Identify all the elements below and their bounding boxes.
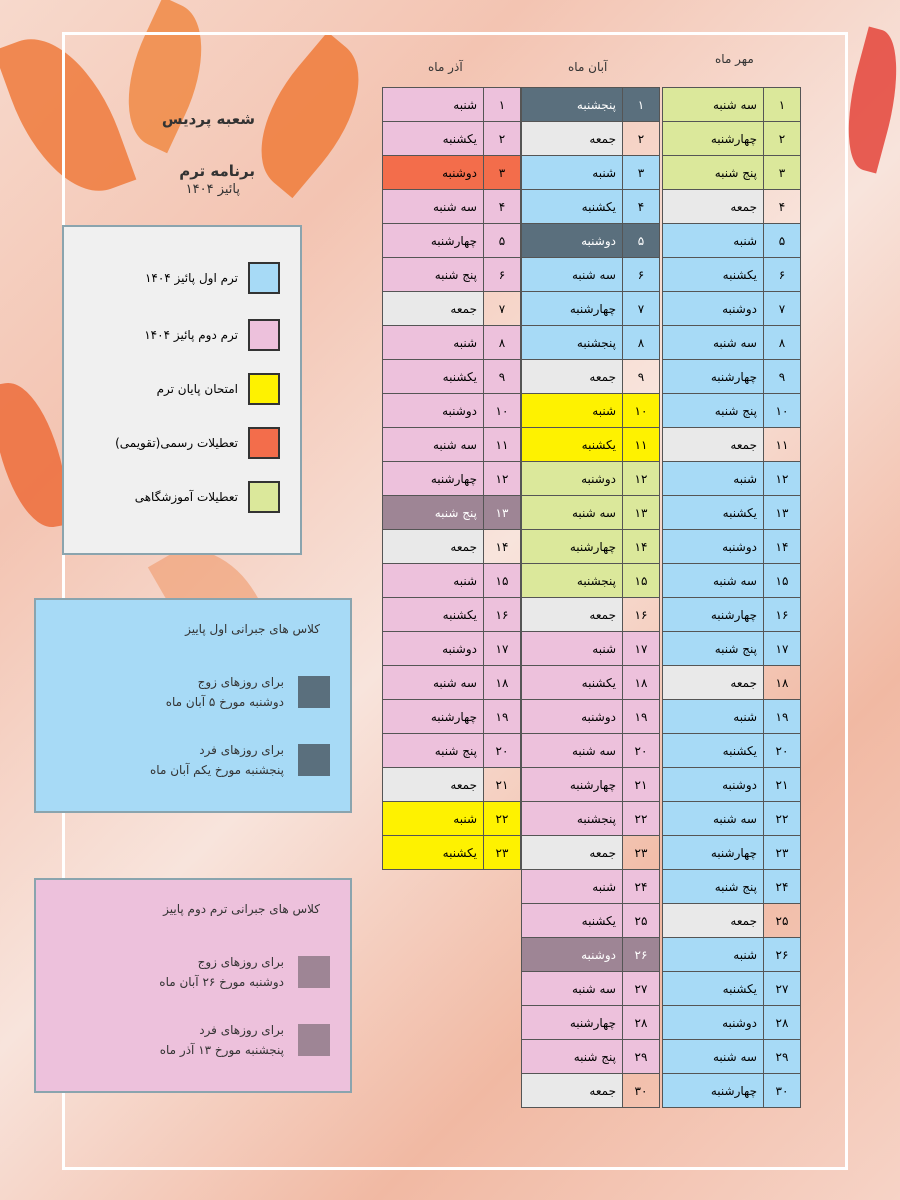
weekday-cell: شنبه bbox=[522, 632, 623, 666]
calendar-row bbox=[663, 428, 801, 462]
day-number: ۲۱ bbox=[484, 768, 521, 802]
day-number: ۹ bbox=[484, 360, 521, 394]
day-number: ۱۸ bbox=[484, 666, 521, 700]
weekday-cell: سه شنبه bbox=[383, 428, 484, 462]
calendar-row bbox=[383, 462, 521, 496]
calendar-row bbox=[522, 700, 660, 734]
day-number: ۵ bbox=[623, 224, 660, 258]
makeup-swatch bbox=[298, 744, 330, 776]
weekday-cell: دوشنبه bbox=[383, 632, 484, 666]
weekday-cell: جمعه bbox=[663, 904, 764, 938]
day-number: ۱۲ bbox=[484, 462, 521, 496]
calendar-row bbox=[522, 972, 660, 1006]
weekday-cell: دوشنبه bbox=[522, 938, 623, 972]
calendar-row bbox=[522, 462, 660, 496]
calendar-row bbox=[383, 700, 521, 734]
day-number: ۱۹ bbox=[484, 700, 521, 734]
day-number: ۳ bbox=[764, 156, 801, 190]
weekday-cell: پنجشنبه bbox=[522, 564, 623, 598]
weekday-cell: چهارشنبه bbox=[383, 700, 484, 734]
calendar-row bbox=[522, 496, 660, 530]
calendar-row bbox=[522, 904, 660, 938]
makeup-title: کلاس های جبرانی اول پاییز bbox=[185, 622, 320, 636]
day-number: ۱۱ bbox=[764, 428, 801, 462]
weekday-cell: پنجشنبه bbox=[522, 88, 623, 122]
weekday-cell: شنبه bbox=[383, 88, 484, 122]
calendar-row bbox=[663, 836, 801, 870]
weekday-cell: سه شنبه bbox=[663, 802, 764, 836]
day-number: ۶ bbox=[764, 258, 801, 292]
calendar-row bbox=[383, 496, 521, 530]
calendar-row bbox=[663, 632, 801, 666]
day-number: ۲۱ bbox=[623, 768, 660, 802]
calendar-row bbox=[383, 258, 521, 292]
day-number: ۱۰ bbox=[484, 394, 521, 428]
day-number: ۲۴ bbox=[623, 870, 660, 904]
weekday-cell: جمعه bbox=[522, 360, 623, 394]
day-number: ۱۸ bbox=[623, 666, 660, 700]
day-number: ۱۳ bbox=[623, 496, 660, 530]
day-number: ۱۷ bbox=[623, 632, 660, 666]
weekday-cell: جمعه bbox=[383, 768, 484, 802]
month-header-mehr: مهر ماه bbox=[715, 52, 754, 66]
weekday-cell: یکشنبه bbox=[522, 904, 623, 938]
calendar-row bbox=[663, 972, 801, 1006]
weekday-cell: پنج شنبه bbox=[383, 496, 484, 530]
day-number: ۱ bbox=[484, 88, 521, 122]
day-number: ۲۹ bbox=[623, 1040, 660, 1074]
calendar-row bbox=[663, 462, 801, 496]
legend-swatch bbox=[248, 427, 280, 459]
calendar-row bbox=[522, 938, 660, 972]
calendar-row bbox=[522, 802, 660, 836]
makeup-entry-odd: برای روزهای فرد پنجشنبه مورخ ۱۳ آذر ماه bbox=[160, 1020, 330, 1060]
month-header-aban: آبان ماه bbox=[568, 60, 608, 74]
day-number: ۱۳ bbox=[764, 496, 801, 530]
day-number: ۱۳ bbox=[484, 496, 521, 530]
makeup-box-first bbox=[34, 598, 352, 813]
calendar-row bbox=[522, 836, 660, 870]
weekday-cell: دوشنبه bbox=[663, 530, 764, 564]
legend-item: تعطیلات رسمی(تقویمی) bbox=[115, 427, 280, 459]
weekday-cell: دوشنبه bbox=[522, 462, 623, 496]
weekday-cell: یکشنبه bbox=[383, 598, 484, 632]
calendar-row bbox=[663, 258, 801, 292]
weekday-cell: سه شنبه bbox=[383, 666, 484, 700]
calendar-row bbox=[383, 88, 521, 122]
weekday-cell: سه شنبه bbox=[663, 1040, 764, 1074]
day-number: ۲ bbox=[764, 122, 801, 156]
calendar-row bbox=[522, 666, 660, 700]
calendar-row bbox=[383, 530, 521, 564]
weekday-cell: سه شنبه bbox=[663, 326, 764, 360]
day-number: ۱۱ bbox=[484, 428, 521, 462]
weekday-cell: یکشنبه bbox=[383, 836, 484, 870]
weekday-cell: شنبه bbox=[663, 700, 764, 734]
day-number: ۲۳ bbox=[764, 836, 801, 870]
weekday-cell: چهارشنبه bbox=[383, 224, 484, 258]
weekday-cell: جمعه bbox=[663, 666, 764, 700]
calendar-row bbox=[383, 326, 521, 360]
weekday-cell: چهارشنبه bbox=[663, 360, 764, 394]
makeup-swatch bbox=[298, 956, 330, 988]
weekday-cell: پنج شنبه bbox=[383, 734, 484, 768]
day-number: ۴ bbox=[764, 190, 801, 224]
calendar-azar bbox=[382, 87, 521, 870]
calendar-row bbox=[663, 666, 801, 700]
calendar-row bbox=[522, 734, 660, 768]
weekday-cell: شنبه bbox=[522, 156, 623, 190]
calendar-row bbox=[663, 394, 801, 428]
calendar-row bbox=[383, 802, 521, 836]
day-number: ۱۵ bbox=[484, 564, 521, 598]
weekday-cell: شنبه bbox=[383, 326, 484, 360]
day-number: ۱۹ bbox=[764, 700, 801, 734]
day-number: ۶ bbox=[623, 258, 660, 292]
calendar-row bbox=[383, 394, 521, 428]
day-number: ۸ bbox=[764, 326, 801, 360]
weekday-cell: چهارشنبه bbox=[663, 836, 764, 870]
weekday-cell: شنبه bbox=[663, 224, 764, 258]
day-number: ۱۵ bbox=[764, 564, 801, 598]
calendar-row bbox=[663, 326, 801, 360]
calendar-row bbox=[663, 190, 801, 224]
day-number: ۲۸ bbox=[764, 1006, 801, 1040]
weekday-cell: چهارشنبه bbox=[663, 1074, 764, 1108]
day-number: ۶ bbox=[484, 258, 521, 292]
calendar-row bbox=[522, 870, 660, 904]
legend-swatch bbox=[248, 262, 280, 294]
calendar-row bbox=[522, 258, 660, 292]
weekday-cell: شنبه bbox=[522, 394, 623, 428]
day-number: ۸ bbox=[623, 326, 660, 360]
weekday-cell: پنج شنبه bbox=[383, 258, 484, 292]
calendar-row bbox=[663, 802, 801, 836]
weekday-cell: شنبه bbox=[383, 802, 484, 836]
calendar-row bbox=[663, 938, 801, 972]
weekday-cell: سه شنبه bbox=[522, 258, 623, 292]
day-number: ۱۰ bbox=[764, 394, 801, 428]
calendar-row bbox=[663, 496, 801, 530]
calendar-row bbox=[663, 1006, 801, 1040]
weekday-cell: یکشنبه bbox=[522, 190, 623, 224]
weekday-cell: چهارشنبه bbox=[663, 598, 764, 632]
day-number: ۳۰ bbox=[764, 1074, 801, 1108]
weekday-cell: جمعه bbox=[522, 1074, 623, 1108]
day-number: ۱۴ bbox=[484, 530, 521, 564]
calendar-row bbox=[663, 700, 801, 734]
season-label: پائیز ۱۴۰۴ bbox=[185, 182, 240, 197]
weekday-cell: دوشنبه bbox=[383, 394, 484, 428]
calendar-row bbox=[522, 1006, 660, 1040]
weekday-cell: شنبه bbox=[383, 564, 484, 598]
day-number: ۲۲ bbox=[623, 802, 660, 836]
weekday-cell: دوشنبه bbox=[663, 768, 764, 802]
weekday-cell: شنبه bbox=[663, 938, 764, 972]
day-number: ۵ bbox=[764, 224, 801, 258]
weekday-cell: یکشنبه bbox=[663, 496, 764, 530]
calendar-row bbox=[383, 292, 521, 326]
day-number: ۲۳ bbox=[623, 836, 660, 870]
day-number: ۱۱ bbox=[623, 428, 660, 462]
weekday-cell: چهارشنبه bbox=[522, 530, 623, 564]
day-number: ۲۶ bbox=[764, 938, 801, 972]
legend-box bbox=[62, 225, 302, 555]
calendar-row bbox=[383, 156, 521, 190]
day-number: ۷ bbox=[764, 292, 801, 326]
calendar-row bbox=[663, 530, 801, 564]
weekday-cell: سه شنبه bbox=[663, 564, 764, 598]
day-number: ۱۲ bbox=[764, 462, 801, 496]
day-number: ۱۷ bbox=[764, 632, 801, 666]
day-number: ۳۰ bbox=[623, 1074, 660, 1108]
weekday-cell: سه شنبه bbox=[383, 190, 484, 224]
calendar-row bbox=[663, 768, 801, 802]
weekday-cell: جمعه bbox=[663, 190, 764, 224]
weekday-cell: جمعه bbox=[383, 530, 484, 564]
weekday-cell: جمعه bbox=[383, 292, 484, 326]
calendar-row bbox=[383, 666, 521, 700]
day-number: ۱۶ bbox=[764, 598, 801, 632]
weekday-cell: چهارشنبه bbox=[522, 768, 623, 802]
weekday-cell: یکشنبه bbox=[663, 734, 764, 768]
weekday-cell: جمعه bbox=[663, 428, 764, 462]
day-number: ۱۶ bbox=[484, 598, 521, 632]
day-number: ۱۵ bbox=[623, 564, 660, 598]
day-number: ۲۰ bbox=[623, 734, 660, 768]
legend-item: ترم اول پائیز ۱۴۰۴ bbox=[145, 262, 280, 294]
calendar-row bbox=[383, 564, 521, 598]
day-number: ۷ bbox=[623, 292, 660, 326]
day-number: ۴ bbox=[484, 190, 521, 224]
day-number: ۱۴ bbox=[623, 530, 660, 564]
calendar-row bbox=[522, 360, 660, 394]
day-number: ۱۸ bbox=[764, 666, 801, 700]
makeup-box-second bbox=[34, 878, 352, 1093]
day-number: ۲۱ bbox=[764, 768, 801, 802]
day-number: ۲۷ bbox=[623, 972, 660, 1006]
calendar-row bbox=[383, 428, 521, 462]
calendar-row bbox=[383, 122, 521, 156]
weekday-cell: پنج شنبه bbox=[663, 156, 764, 190]
calendar-row bbox=[522, 122, 660, 156]
branch-name: شعبه پردیس bbox=[161, 110, 255, 128]
calendar-row bbox=[383, 734, 521, 768]
day-number: ۹ bbox=[764, 360, 801, 394]
calendar-row bbox=[522, 1074, 660, 1108]
weekday-cell: یکشنبه bbox=[383, 122, 484, 156]
legend-item: امتحان پایان ترم bbox=[157, 373, 280, 405]
weekday-cell: چهارشنبه bbox=[522, 1006, 623, 1040]
calendar-row bbox=[522, 224, 660, 258]
day-number: ۱۴ bbox=[764, 530, 801, 564]
calendar-mehr bbox=[662, 87, 801, 1108]
calendar-row bbox=[663, 598, 801, 632]
weekday-cell: دوشنبه bbox=[663, 292, 764, 326]
day-number: ۱۲ bbox=[623, 462, 660, 496]
day-number: ۵ bbox=[484, 224, 521, 258]
calendar-row bbox=[383, 598, 521, 632]
day-number: ۲۳ bbox=[484, 836, 521, 870]
calendar-row bbox=[663, 564, 801, 598]
calendar-row bbox=[522, 88, 660, 122]
day-number: ۱۷ bbox=[484, 632, 521, 666]
weekday-cell: پنج شنبه bbox=[663, 632, 764, 666]
calendar-row bbox=[663, 224, 801, 258]
weekday-cell: سه شنبه bbox=[522, 496, 623, 530]
makeup-title: کلاس های جبرانی ترم دوم پاییز bbox=[163, 902, 320, 916]
calendar-row bbox=[663, 1040, 801, 1074]
calendar-row bbox=[663, 88, 801, 122]
legend-item: تعطیلات آموزشگاهی bbox=[135, 481, 280, 513]
day-number: ۲ bbox=[623, 122, 660, 156]
calendar-row bbox=[522, 190, 660, 224]
weekday-cell: چهارشنبه bbox=[663, 122, 764, 156]
day-number: ۳ bbox=[484, 156, 521, 190]
calendar-row bbox=[522, 632, 660, 666]
weekday-cell: شنبه bbox=[663, 462, 764, 496]
calendar-row bbox=[522, 530, 660, 564]
makeup-swatch bbox=[298, 1024, 330, 1056]
calendar-row bbox=[522, 292, 660, 326]
calendar-aban bbox=[521, 87, 660, 1108]
weekday-cell: سه شنبه bbox=[522, 972, 623, 1006]
weekday-cell: پنج شنبه bbox=[522, 1040, 623, 1074]
day-number: ۱۹ bbox=[623, 700, 660, 734]
calendar-row bbox=[663, 292, 801, 326]
day-number: ۲۹ bbox=[764, 1040, 801, 1074]
weekday-cell: پنجشنبه bbox=[522, 802, 623, 836]
weekday-cell: دوشنبه bbox=[522, 224, 623, 258]
calendar-row bbox=[383, 632, 521, 666]
weekday-cell: یکشنبه bbox=[383, 360, 484, 394]
weekday-cell: دوشنبه bbox=[383, 156, 484, 190]
calendar-row bbox=[522, 564, 660, 598]
weekday-cell: چهارشنبه bbox=[383, 462, 484, 496]
calendar-row bbox=[522, 598, 660, 632]
day-number: ۲۷ bbox=[764, 972, 801, 1006]
day-number: ۲۶ bbox=[623, 938, 660, 972]
weekday-cell: جمعه bbox=[522, 122, 623, 156]
calendar-row bbox=[383, 360, 521, 394]
weekday-cell: پنجشنبه bbox=[522, 326, 623, 360]
calendar-row bbox=[663, 734, 801, 768]
day-number: ۲۴ bbox=[764, 870, 801, 904]
day-number: ۷ bbox=[484, 292, 521, 326]
day-number: ۱ bbox=[623, 88, 660, 122]
calendar-row bbox=[663, 156, 801, 190]
weekday-cell: جمعه bbox=[522, 598, 623, 632]
calendar-row bbox=[663, 904, 801, 938]
calendar-row bbox=[663, 122, 801, 156]
weekday-cell: یکشنبه bbox=[522, 666, 623, 700]
day-number: ۱۶ bbox=[623, 598, 660, 632]
calendar-row bbox=[383, 190, 521, 224]
weekday-cell: یکشنبه bbox=[663, 972, 764, 1006]
calendar-row bbox=[522, 326, 660, 360]
weekday-cell: دوشنبه bbox=[522, 700, 623, 734]
day-number: ۸ bbox=[484, 326, 521, 360]
calendar-row bbox=[522, 156, 660, 190]
weekday-cell: سه شنبه bbox=[663, 88, 764, 122]
calendar-row bbox=[522, 394, 660, 428]
day-number: ۱ bbox=[764, 88, 801, 122]
weekday-cell: جمعه bbox=[522, 836, 623, 870]
day-number: ۲۵ bbox=[623, 904, 660, 938]
weekday-cell: یکشنبه bbox=[522, 428, 623, 462]
calendar-row bbox=[522, 768, 660, 802]
calendar-row bbox=[522, 1040, 660, 1074]
day-number: ۹ bbox=[623, 360, 660, 394]
month-header-azar: آذر ماه bbox=[428, 60, 463, 74]
day-number: ۲۰ bbox=[484, 734, 521, 768]
calendar-row bbox=[383, 224, 521, 258]
makeup-entry-even: برای روزهای زوج دوشنبه مورخ ۵ آبان ماه bbox=[166, 672, 330, 712]
legend-swatch bbox=[248, 373, 280, 405]
calendar-row bbox=[663, 1074, 801, 1108]
day-number: ۲۲ bbox=[484, 802, 521, 836]
calendar-row bbox=[663, 360, 801, 394]
weekday-cell: پنج شنبه bbox=[663, 394, 764, 428]
weekday-cell: پنج شنبه bbox=[663, 870, 764, 904]
day-number: ۲ bbox=[484, 122, 521, 156]
weekday-cell: چهارشنبه bbox=[522, 292, 623, 326]
makeup-swatch bbox=[298, 676, 330, 708]
day-number: ۲۸ bbox=[623, 1006, 660, 1040]
day-number: ۴ bbox=[623, 190, 660, 224]
makeup-entry-odd: برای روزهای فرد پنجشنبه مورخ یکم آبان ماه bbox=[150, 740, 330, 780]
day-number: ۳ bbox=[623, 156, 660, 190]
legend-item: ترم دوم پائیز ۱۴۰۴ bbox=[144, 319, 280, 351]
day-number: ۱۰ bbox=[623, 394, 660, 428]
day-number: ۲۰ bbox=[764, 734, 801, 768]
weekday-cell: شنبه bbox=[522, 870, 623, 904]
calendar-row bbox=[383, 836, 521, 870]
legend-swatch bbox=[248, 319, 280, 351]
legend-swatch bbox=[248, 481, 280, 513]
weekday-cell: دوشنبه bbox=[663, 1006, 764, 1040]
weekday-cell: یکشنبه bbox=[663, 258, 764, 292]
weekday-cell: سه شنبه bbox=[522, 734, 623, 768]
calendar-row bbox=[663, 870, 801, 904]
calendar-row bbox=[383, 768, 521, 802]
makeup-entry-even: برای روزهای زوج دوشنبه مورخ ۲۶ آبان ماه bbox=[159, 952, 330, 992]
program-title: برنامه ترم bbox=[179, 162, 255, 180]
calendar-row bbox=[522, 428, 660, 462]
day-number: ۲۵ bbox=[764, 904, 801, 938]
day-number: ۲۲ bbox=[764, 802, 801, 836]
